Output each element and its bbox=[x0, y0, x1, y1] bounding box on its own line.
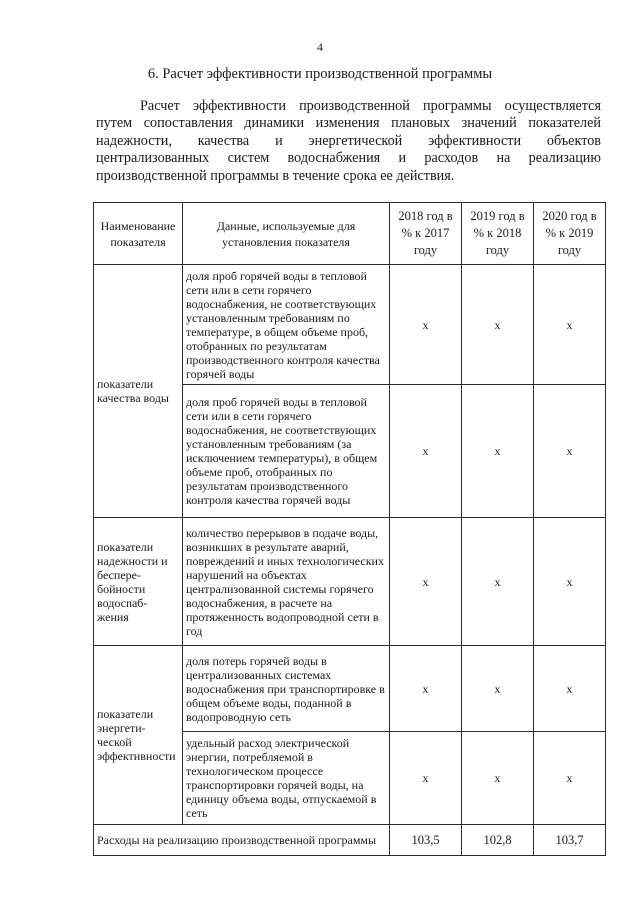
category-quality: показатели качества воды bbox=[94, 265, 183, 518]
table-header-row bbox=[94, 203, 606, 265]
page-number: 4 bbox=[317, 40, 323, 54]
row-description: количество перерывов в подаче воды, возникших в результате аварий, повреждений и иных технологических нарушений на объектах централизованной системы горячего водоснабжения, в расчете на протяженность водопроводной сети в год bbox=[183, 518, 390, 646]
header-2019: 2019 год в % к 2018 году bbox=[462, 203, 534, 265]
row-description: доля проб горячей воды в тепловой сети или в сети горячего водоснабжения, не соответствующих установленным требованиям по температуре, в общем объеме проб, отобранных по результатам производственного контроля качества горячей воды bbox=[183, 265, 390, 385]
value-2018: x bbox=[390, 265, 462, 385]
value-2019: x bbox=[462, 732, 534, 825]
value-2020: x bbox=[534, 518, 606, 646]
intro-paragraph: Расчет эффективности производственной программы осуществляется путем сопоставления динамики изменения плановых значений показателей надежности, качества и энергетической эффективности объектов централизованных систем водоснабжения и расходов на реализацию производственной программы в течение срока ее действия. bbox=[96, 98, 601, 184]
header-indicator-name: Наименование показателя bbox=[94, 203, 183, 265]
category-energy: показатели энергети-ческой эффективности bbox=[94, 646, 183, 825]
table-row bbox=[94, 265, 606, 385]
header-2020: 2020 год в % к 2019 году bbox=[534, 203, 606, 265]
value-2018: x bbox=[390, 385, 462, 518]
section-heading: 6. Расчет эффективности производственной программы bbox=[147, 66, 493, 82]
category-reliability: показатели надежности и беспере-бойности водосnаб-жения bbox=[94, 518, 183, 646]
efficiency-table bbox=[93, 202, 606, 856]
value-2018: x bbox=[390, 732, 462, 825]
value-2020: x bbox=[534, 732, 606, 825]
table-row bbox=[94, 646, 606, 732]
value-2019: x bbox=[462, 518, 534, 646]
value-2019: x bbox=[462, 385, 534, 518]
value-2018: x bbox=[390, 518, 462, 646]
table-row bbox=[94, 518, 606, 646]
expenses-2020: 103,7 bbox=[534, 825, 606, 856]
row-description: доля проб горячей воды в тепловой сети или в сети горячего водоснабжения, не соответствующих установленным требованиям (за исключением температуры), в общем объеме проб, отобранных по результатам производственного контроля качества горячей воды bbox=[183, 385, 390, 518]
header-2018: 2018 год в % к 2017 году bbox=[390, 203, 462, 265]
expenses-label: Расходы на реализацию производственной программы bbox=[94, 825, 390, 856]
expenses-row bbox=[94, 825, 606, 856]
value-2020: x bbox=[534, 265, 606, 385]
value-2018: x bbox=[390, 646, 462, 732]
value-2019: x bbox=[462, 265, 534, 385]
row-description: доля потерь горячей воды в централизованных системах водоснабжения при транспортировке в общем объеме воды, поданной в водопроводную сеть bbox=[183, 646, 390, 732]
expenses-2019: 102,8 bbox=[462, 825, 534, 856]
value-2019: x bbox=[462, 646, 534, 732]
header-source-data: Данные, используемые для установления показателя bbox=[183, 203, 390, 265]
row-description: удельный расход электрической энергии, потребляемой в технологическом процессе транспортировки горячей воды, на единицу объема воды, отпускаемой в сеть bbox=[183, 732, 390, 825]
value-2020: x bbox=[534, 385, 606, 518]
value-2020: x bbox=[534, 646, 606, 732]
expenses-2018: 103,5 bbox=[390, 825, 462, 856]
